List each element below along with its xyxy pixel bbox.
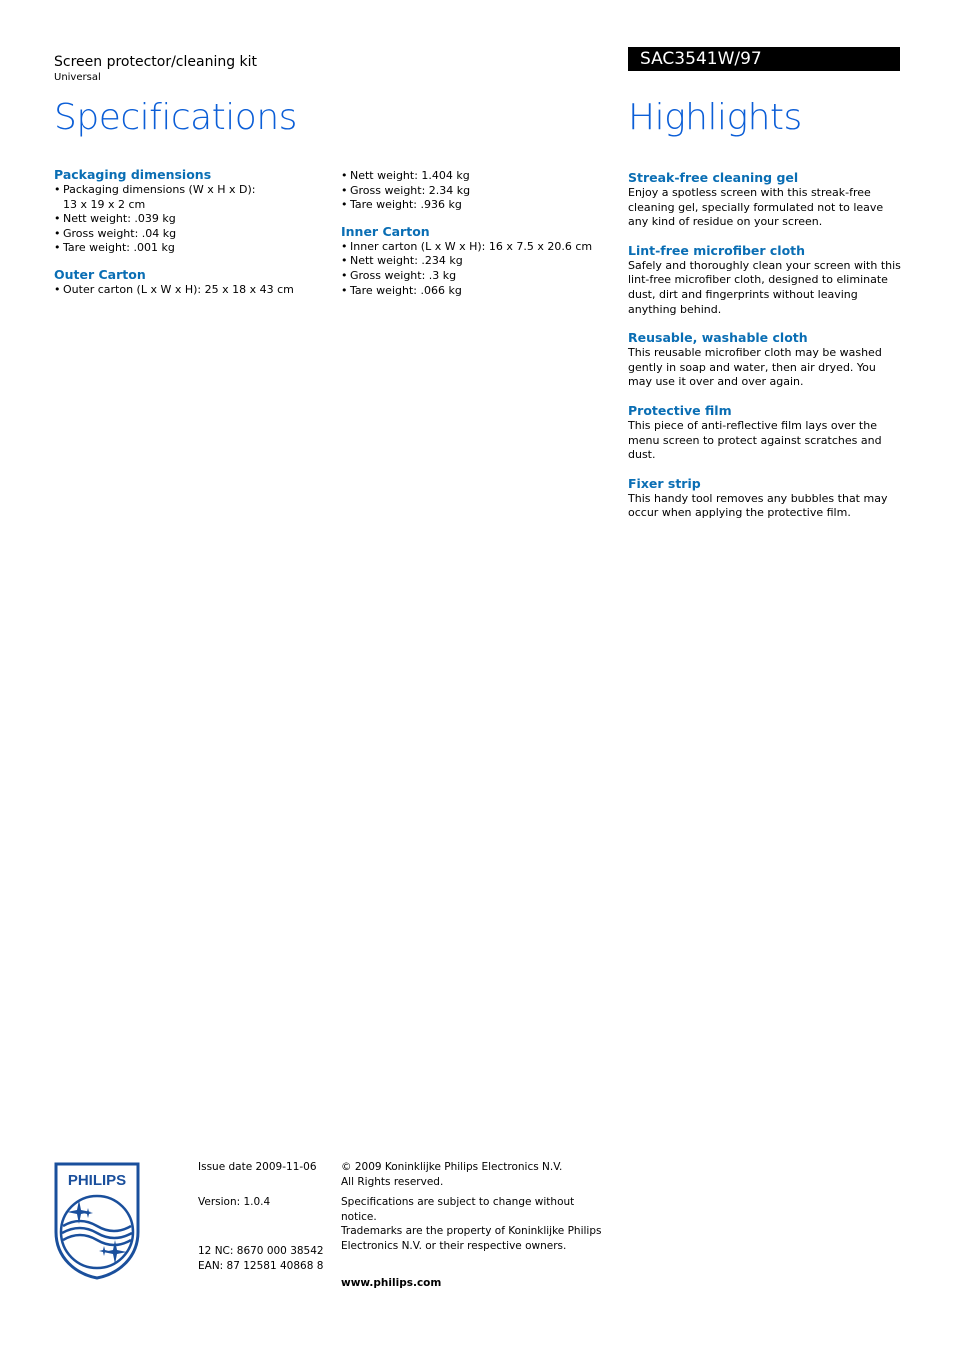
spec-item: • Nett weight: .234 kg: [341, 254, 611, 269]
logo-wordmark: PHILIPS: [67, 1172, 127, 1189]
copyright-line-1: © 2009 Koninklijke Philips Electronics N.V.: [341, 1161, 563, 1173]
spec-section-packaging: [54, 167, 324, 298]
spec-list-outer-part1: [54, 283, 324, 298]
highlight-text: Enjoy a spotless screen with this streak-free cleaning gel, specially formulated not to leave any kind of residue on your screen.: [628, 186, 884, 229]
spec-item: • Inner carton (L x W x H): 16 x 7.5 x 20.6 cm: [341, 240, 611, 255]
highlight-text: This handy tool removes any bubbles that may occur when applying the protective film.: [628, 491, 888, 520]
spec-item: • Tare weight: .066 kg: [341, 284, 611, 299]
issue-date: Issue date 2009-11-06: [198, 1161, 317, 1173]
spec-item: • Nett weight: 1.404 kg: [341, 169, 611, 184]
spec-item: • Gross weight: 2.34 kg: [341, 184, 611, 199]
highlights-list: [628, 170, 902, 521]
philips-logo: [54, 1162, 140, 1280]
spec-item: • Nett weight: .039 kg: [54, 212, 324, 227]
spec-column-2: [341, 169, 611, 298]
product-name: Screen protector/cleaning kit: [54, 54, 258, 70]
spec-item: • Packaging dimensions (W x H x D): 13 x 19 x 2 cm: [54, 183, 263, 212]
notice-line-2: Trademarks are the property of Koninklijke Philips: [341, 1225, 602, 1238]
spec-item: • Tare weight: .936 kg: [341, 198, 611, 213]
website-link[interactable]: www.philips.com: [341, 1276, 442, 1289]
philips-shield-icon: [54, 1162, 140, 1280]
highlight-heading: Protective film: [628, 402, 732, 418]
highlight-text: This piece of anti-reflective film lays over the menu screen to protect against scratches and dust.: [628, 418, 882, 462]
nc-number: 12 NC: 8670 000 38542: [198, 1245, 324, 1258]
spec-list-outer-part2: [341, 169, 611, 213]
specifications-title: Specifications: [54, 97, 297, 138]
spec-heading-outer: Outer Carton: [54, 266, 146, 282]
spec-heading-packaging: Packaging dimensions: [54, 167, 212, 182]
highlight-heading: Lint-free microfiber cloth: [628, 242, 806, 258]
highlight-item: [628, 170, 902, 230]
highlights-title: Highlights: [628, 97, 802, 138]
highlight-text: This reusable microfiber cloth may be washed gently in soap and water, then air dryed. You may use it over and over again.: [628, 346, 882, 389]
spec-item: • Outer carton (L x W x H): 25 x 18 x 43 cm: [54, 283, 324, 298]
notice-line-3: Electronics N.V. or their respective owners.: [341, 1239, 567, 1252]
highlight-item: [628, 330, 902, 390]
ean-number: EAN: 87 12581 40868 8: [198, 1259, 324, 1272]
spec-item: • Gross weight: .04 kg: [54, 227, 324, 242]
footer-legal: [341, 1160, 611, 1290]
spec-list-packaging: [54, 183, 324, 256]
copyright-line-2: All Rights reserved.: [341, 1175, 444, 1188]
highlight-item: [628, 243, 902, 317]
spec-heading-inner: Inner Carton: [341, 223, 430, 239]
footer-meta: [198, 1160, 333, 1273]
spec-list-inner: [341, 240, 611, 298]
spec-item: • Gross weight: .3 kg: [341, 269, 611, 284]
highlight-item: [628, 476, 902, 521]
highlight-heading: Streak-free cleaning gel: [628, 170, 799, 185]
version: Version: 1.0.4: [198, 1195, 271, 1208]
notice-line-1: Specifications are subject to change without notice.: [341, 1196, 575, 1223]
highlight-item: [628, 403, 902, 463]
highlight-text: Safely and thoroughly clean your screen with this lint-free microfiber cloth, designed to eliminate dust, dirt and fingerprints without leaving anything behind.: [628, 258, 901, 316]
model-number-bar: SAC3541W/97: [628, 47, 900, 71]
product-subtitle: Universal: [54, 72, 101, 83]
highlight-heading: Fixer strip: [628, 475, 701, 491]
highlight-heading: Reusable, washable cloth: [628, 330, 808, 346]
spec-item: • Tare weight: .001 kg: [54, 241, 324, 256]
